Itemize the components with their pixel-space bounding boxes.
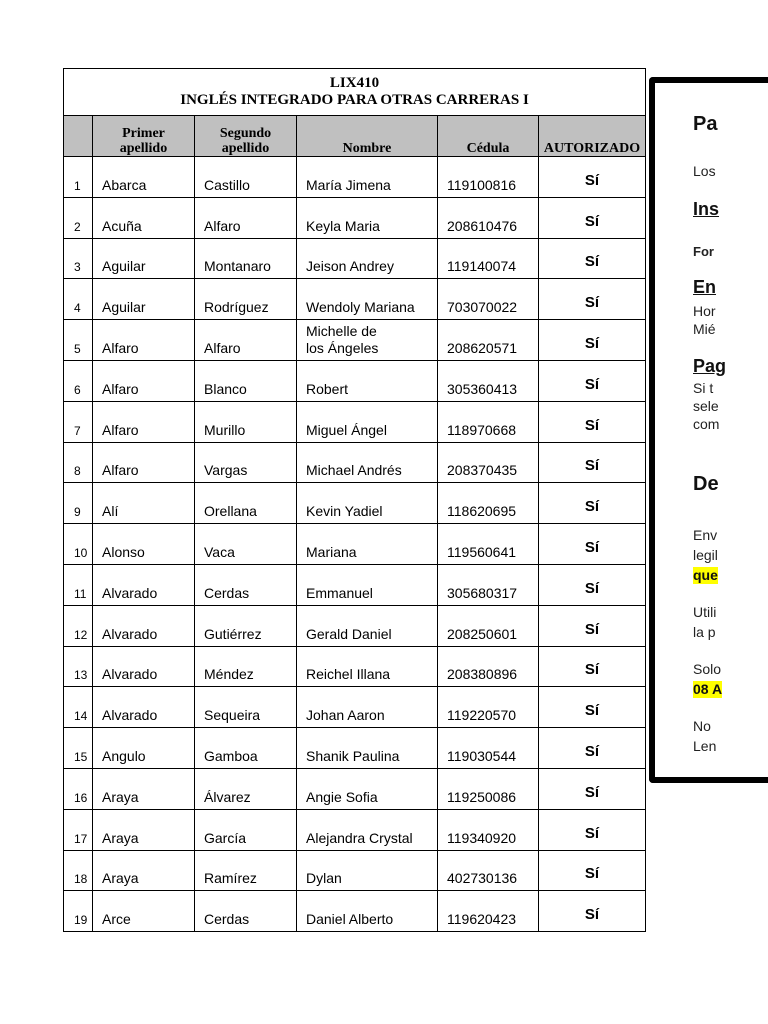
side-line-3b: Mié [693,321,716,337]
side-heading-2: Ins [693,199,720,219]
table-row [64,687,646,728]
second-surname-cell: Alfaro [195,320,297,361]
authorized-cell: Sí [539,238,646,279]
side-line-1: Los [693,163,716,179]
id-cell: 703070022 [438,279,539,320]
row-number: 16 [64,768,93,809]
second-surname-cell: García [195,809,297,850]
authorized-cell: Sí [539,564,646,605]
table-row [64,809,646,850]
row-number: 19 [64,891,93,932]
second-surname-cell: Vargas [195,442,297,483]
id-cell: 208620571 [438,320,539,361]
second-surname-cell: Montanaro [195,238,297,279]
name-cell: Reichel Illana [297,646,438,687]
table-row [64,564,646,605]
side-line-6b: la p [693,624,716,640]
id-cell: 208250601 [438,605,539,646]
course-code: LIX410 [329,75,380,91]
second-surname-cell: Orellana [195,483,297,524]
name-cell: Robert [297,360,438,401]
authorized-cell: Sí [539,360,646,401]
row-number: 18 [64,850,93,891]
name-cell: Shanik Paulina [297,728,438,769]
name-cell: Gerald Daniel [297,605,438,646]
authorized-cell: Sí [539,728,646,769]
side-line-8b: Len [693,738,717,754]
row-number: 7 [64,401,93,442]
student-roster-table [63,68,646,932]
name-cell: María Jimena [297,157,438,198]
name-cell: Daniel Alberto [297,891,438,932]
authorized-cell: Sí [539,891,646,932]
row-number: 2 [64,197,93,238]
name-cell: Wendoly Mariana [297,279,438,320]
table-title [64,69,646,116]
first-surname-cell: Alfaro [93,360,195,401]
first-surname-cell: Angulo [93,728,195,769]
table-row [64,768,646,809]
id-cell: 208380896 [438,646,539,687]
header-first-surname: Primer apellido [93,116,195,157]
first-surname-cell: Alvarado [93,564,195,605]
id-cell: 118620695 [438,483,539,524]
id-cell: 119250086 [438,768,539,809]
side-heading-1: Pa [693,113,718,135]
id-cell: 208610476 [438,197,539,238]
side-panel [649,77,768,783]
table-row [64,238,646,279]
second-surname-cell: Blanco [195,360,297,401]
authorized-cell: Sí [539,442,646,483]
second-surname-cell: Cerdas [195,564,297,605]
authorized-cell: Sí [539,197,646,238]
authorized-cell: Sí [539,320,646,361]
first-surname-cell: Araya [93,809,195,850]
header-id: Cédula [438,116,539,157]
name-cell: Angie Sofia [297,768,438,809]
header-name: Nombre [297,116,438,157]
id-cell: 119560641 [438,524,539,565]
authorized-cell: Sí [539,850,646,891]
first-surname-cell: Aguilar [93,238,195,279]
first-surname-cell: Arce [93,891,195,932]
authorized-cell: Sí [539,524,646,565]
id-cell: 118970668 [438,401,539,442]
table-row [64,157,646,198]
id-cell: 119030544 [438,728,539,769]
id-cell: 119340920 [438,809,539,850]
side-line-4b: sele [693,398,719,414]
second-surname-cell: Cerdas [195,891,297,932]
table-row [64,279,646,320]
side-line-5b: legil [693,547,718,563]
row-number: 6 [64,360,93,401]
row-number: 3 [64,238,93,279]
side-heading-4: Pag [693,356,727,376]
side-line-3a: Hor [693,303,716,319]
id-cell: 119100816 [438,157,539,198]
side-line-4c: com [693,416,720,432]
name-cell: Michael Andrés [297,442,438,483]
first-surname-cell: Araya [93,850,195,891]
id-cell: 119220570 [438,687,539,728]
table-row [64,524,646,565]
name-cell: Johan Aaron [297,687,438,728]
table-row [64,197,646,238]
name-cell: Michelle de los Ángeles [297,320,438,361]
name-cell: Keyla Maria [297,197,438,238]
row-number: 12 [64,605,93,646]
name-cell: Jeison Andrey [297,238,438,279]
row-number: 1 [64,157,93,198]
table-row [64,483,646,524]
authorized-cell: Sí [539,809,646,850]
name-cell: Miguel Ángel [297,401,438,442]
table-row [64,360,646,401]
second-surname-cell: Sequeira [195,687,297,728]
row-number: 14 [64,687,93,728]
row-number: 17 [64,809,93,850]
table-row [64,728,646,769]
row-number: 13 [64,646,93,687]
first-surname-cell: Alonso [93,524,195,565]
authorized-cell: Sí [539,279,646,320]
side-line-2: For [693,244,714,259]
authorized-cell: Sí [539,768,646,809]
name-cell: Mariana [297,524,438,565]
second-surname-cell: Gamboa [195,728,297,769]
first-surname-cell: Alvarado [93,687,195,728]
id-cell: 305680317 [438,564,539,605]
table-row [64,646,646,687]
first-surname-cell: Alvarado [93,646,195,687]
side-line-8a: No [693,718,711,734]
table-row [64,401,646,442]
first-surname-cell: Araya [93,768,195,809]
authorized-cell: Sí [539,646,646,687]
row-number: 15 [64,728,93,769]
second-surname-cell: Álvarez [195,768,297,809]
header-number [64,116,93,157]
side-line-5c-highlight: que [693,567,718,583]
second-surname-cell: Méndez [195,646,297,687]
name-cell: Alejandra Crystal [297,809,438,850]
second-surname-cell: Vaca [195,524,297,565]
id-cell: 208370435 [438,442,539,483]
name-cell: Emmanuel [297,564,438,605]
roster-body [64,157,646,932]
name-cell: Kevin Yadiel [297,483,438,524]
table-row [64,442,646,483]
second-surname-cell: Ramírez [195,850,297,891]
first-surname-cell: Alfaro [93,442,195,483]
side-line-6a: Utili [693,604,717,620]
column-header-row [64,116,646,157]
row-number: 5 [64,320,93,361]
id-cell: 119620423 [438,891,539,932]
side-line-7a: Solo [693,661,722,677]
side-heading-3: En [693,277,717,297]
row-number: 10 [64,524,93,565]
row-number: 11 [64,564,93,605]
second-surname-cell: Murillo [195,401,297,442]
second-surname-cell: Rodríguez [195,279,297,320]
first-surname-cell: Aguilar [93,279,195,320]
table-row [64,850,646,891]
table-row [64,320,646,361]
table-row [64,605,646,646]
side-heading-5: De [693,473,719,495]
side-line-5a: Env [693,527,718,543]
first-surname-cell: Alí [93,483,195,524]
second-surname-cell: Gutiérrez [195,605,297,646]
first-surname-cell: Acuña [93,197,195,238]
second-surname-cell: Castillo [195,157,297,198]
row-number: 8 [64,442,93,483]
first-surname-cell: Alfaro [93,320,195,361]
first-surname-cell: Alvarado [93,605,195,646]
id-cell: 119140074 [438,238,539,279]
row-number: 4 [64,279,93,320]
header-authorized: AUTORIZADO [539,116,646,157]
side-line-7b-highlight: 08 A [693,681,723,697]
second-surname-cell: Alfaro [195,197,297,238]
authorized-cell: Sí [539,483,646,524]
id-cell: 402730136 [438,850,539,891]
first-surname-cell: Alfaro [93,401,195,442]
header-second-surname: Segundo apellido [195,116,297,157]
name-cell: Dylan [297,850,438,891]
authorized-cell: Sí [539,157,646,198]
side-line-4a: Si t [693,380,714,396]
authorized-cell: Sí [539,401,646,442]
table-row [64,891,646,932]
course-name: INGLÉS INTEGRADO PARA OTRAS CARRERAS I [180,92,529,108]
authorized-cell: Sí [539,687,646,728]
id-cell: 305360413 [438,360,539,401]
first-surname-cell: Abarca [93,157,195,198]
row-number: 9 [64,483,93,524]
authorized-cell: Sí [539,605,646,646]
